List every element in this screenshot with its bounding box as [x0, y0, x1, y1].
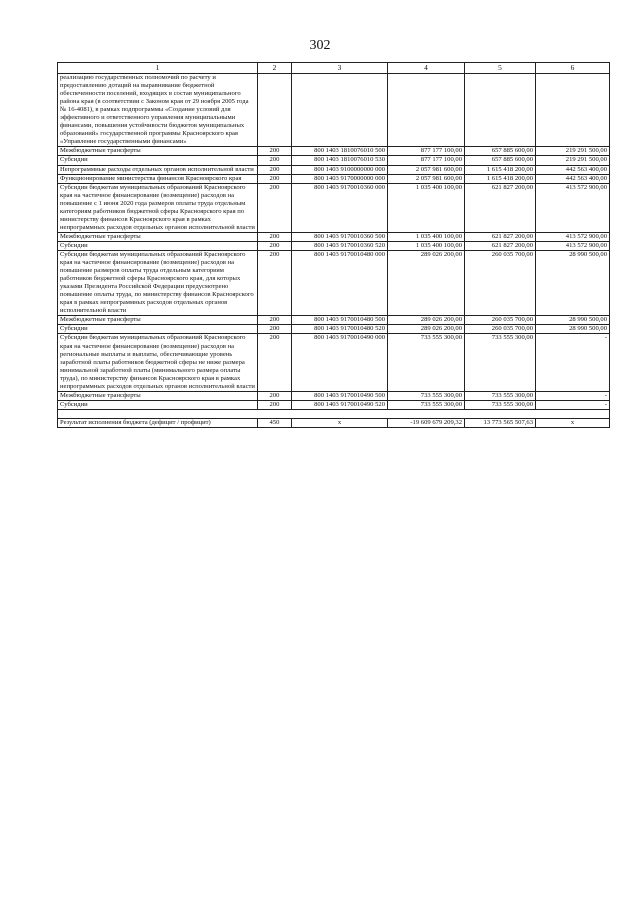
row-classification: 800 1403 9170010480 000	[292, 250, 388, 315]
row-amount-executed: 1 615 418 200,00	[465, 165, 536, 174]
row-amount-total: 2 057 981 600,00	[388, 174, 465, 183]
row-classification	[292, 74, 388, 147]
row-amount-total: 733 555 300,00	[388, 400, 465, 409]
row-amount-executed: 733 555 300,00	[465, 334, 536, 391]
row-amount-executed: 657 885 600,00	[465, 156, 536, 165]
table-row	[58, 391, 610, 400]
row-amount-total: 289 026 200,00	[388, 250, 465, 315]
row-classification: 800 1403 1810076010 500	[292, 147, 388, 156]
row-amount-executed	[465, 74, 536, 147]
row-amount-total: 289 026 200,00	[388, 316, 465, 325]
row-amount-remaining: -	[536, 334, 610, 391]
row-amount-remaining: 28 990 500,00	[536, 325, 610, 334]
table-row	[58, 147, 610, 156]
row-amount-total: 877 177 100,00	[388, 156, 465, 165]
result-amount-remaining: x	[536, 418, 610, 427]
row-amount-total: 733 555 300,00	[388, 334, 465, 391]
row-name: Межбюджетные трансферты	[58, 391, 258, 400]
row-code: 200	[258, 391, 292, 400]
spacer-cell	[292, 409, 388, 418]
row-code	[258, 74, 292, 147]
row-name: Субсидии	[58, 325, 258, 334]
row-name: Непрограммные расходы отдельных органов исполнительной власти	[58, 165, 258, 174]
row-amount-executed: 260 035 700,00	[465, 325, 536, 334]
result-code: 450	[258, 418, 292, 427]
table-row	[58, 232, 610, 241]
row-code: 200	[258, 174, 292, 183]
row-amount-remaining: -	[536, 400, 610, 409]
spacer-cell	[465, 409, 536, 418]
row-classification: 800 1403 9100000000 000	[292, 165, 388, 174]
row-amount-total: 289 026 200,00	[388, 325, 465, 334]
row-amount-executed: 260 035 700,00	[465, 250, 536, 315]
spacer-row	[58, 409, 610, 418]
row-code: 200	[258, 165, 292, 174]
result-amount-executed: 13 773 565 507,63	[465, 418, 536, 427]
table-row	[58, 250, 610, 315]
page-number: 302	[309, 38, 331, 53]
row-amount-executed: 733 555 300,00	[465, 400, 536, 409]
spacer-cell	[58, 409, 258, 418]
row-code: 200	[258, 400, 292, 409]
column-header: 3	[292, 63, 388, 74]
row-amount-remaining: 442 563 400,00	[536, 174, 610, 183]
row-amount-total: 1 035 400 100,00	[388, 241, 465, 250]
row-code: 200	[258, 325, 292, 334]
row-amount-total: 2 057 981 600,00	[388, 165, 465, 174]
row-name: реализацию государственных полномочий по расчету и предоставлению дотаций на выравнивание бюджетной обеспеченности поселений, входящих в состав муниципального района края (в соответствии с Законом края от 29 ноября 2005 года № 16-4081), в рамках подпрограммы «Создание условий для эффективного и ответственного управления муниципальными финансами, повышения устойчивости бюджетов муниципальных образований» государственной программы Красноярского края «Управление государственными финансами»	[58, 74, 258, 147]
row-classification: 800 1403 9170010480 500	[292, 316, 388, 325]
spacer-cell	[536, 409, 610, 418]
result-name: Результат исполнения бюджета (дефицит / профицит)	[58, 418, 258, 427]
table-row	[58, 316, 610, 325]
row-amount-executed: 621 827 200,00	[465, 183, 536, 232]
row-code: 200	[258, 316, 292, 325]
row-name: Субсидии бюджетам муниципальных образований Красноярского края на частичное финансирование (возмещение) расходов на региональные выплаты и выплаты, обеспечивающие уровень заработной платы работников бюджетной сферы не ниже размера минимальной заработной платы (минимального размера оплаты труда), по министерству финансов Красноярского края в рамках непрограммных расходов отдельных органов исполнительной власти	[58, 334, 258, 391]
row-name: Субсидии	[58, 241, 258, 250]
row-amount-remaining: 413 572 900,00	[536, 183, 610, 232]
row-amount-executed: 621 827 200,00	[465, 232, 536, 241]
row-name: Межбюджетные трансферты	[58, 232, 258, 241]
row-classification: 800 1403 9170010360 520	[292, 241, 388, 250]
row-classification: 800 1403 9170010360 500	[292, 232, 388, 241]
row-name: Межбюджетные трансферты	[58, 316, 258, 325]
column-header: 5	[465, 63, 536, 74]
row-amount-remaining: 413 572 900,00	[536, 232, 610, 241]
table-row	[58, 174, 610, 183]
column-header: 6	[536, 63, 610, 74]
table-row	[58, 74, 610, 147]
column-header: 1	[58, 63, 258, 74]
row-amount-executed: 733 555 300,00	[465, 391, 536, 400]
row-amount-executed: 621 827 200,00	[465, 241, 536, 250]
row-code: 200	[258, 147, 292, 156]
table-row	[58, 156, 610, 165]
row-amount-remaining	[536, 74, 610, 147]
row-amount-executed: 260 035 700,00	[465, 316, 536, 325]
row-classification: 800 1403 9170010490 500	[292, 391, 388, 400]
row-code: 200	[258, 232, 292, 241]
row-classification: 800 1403 9170010360 000	[292, 183, 388, 232]
row-amount-total: 1 035 400 100,00	[388, 183, 465, 232]
budget-table	[57, 62, 610, 428]
row-name: Функционирование министерства финансов Красноярского края	[58, 174, 258, 183]
table-row	[58, 165, 610, 174]
row-classification: 800 1403 9170010480 520	[292, 325, 388, 334]
column-header: 4	[388, 63, 465, 74]
row-classification: 800 1403 9170010490 520	[292, 400, 388, 409]
row-amount-executed: 657 885 600,00	[465, 147, 536, 156]
row-code: 200	[258, 334, 292, 391]
row-classification: 800 1403 9170000000 000	[292, 174, 388, 183]
table-row	[58, 183, 610, 232]
row-name: Межбюджетные трансферты	[58, 147, 258, 156]
spacer-cell	[258, 409, 292, 418]
table-row	[58, 325, 610, 334]
result-amount-total: -19 609 679 209,32	[388, 418, 465, 427]
row-classification: 800 1403 9170010490 000	[292, 334, 388, 391]
row-amount-total: 1 035 400 100,00	[388, 232, 465, 241]
row-name: Субсидии	[58, 156, 258, 165]
row-classification: 800 1403 1810076010 530	[292, 156, 388, 165]
row-code: 200	[258, 183, 292, 232]
row-amount-remaining: -	[536, 391, 610, 400]
row-amount-remaining: 219 291 500,00	[536, 147, 610, 156]
row-code: 200	[258, 250, 292, 315]
row-amount-remaining: 442 563 400,00	[536, 165, 610, 174]
table-header-row	[58, 63, 610, 74]
result-classification: x	[292, 418, 388, 427]
spacer-cell	[388, 409, 465, 418]
row-amount-remaining: 28 990 500,00	[536, 316, 610, 325]
row-code: 200	[258, 156, 292, 165]
table-row	[58, 334, 610, 391]
row-amount-executed: 1 615 418 200,00	[465, 174, 536, 183]
table-row	[58, 241, 610, 250]
result-row	[58, 418, 610, 427]
table-row	[58, 400, 610, 409]
row-amount-remaining: 219 291 500,00	[536, 156, 610, 165]
row-name: Субсидии	[58, 400, 258, 409]
row-name: Субсидии бюджетам муниципальных образований Красноярского края на частичное финансирование (возмещение) расходов на повышение с 1 июня 2020 года размеров оплаты труда отдельным категориям работников бюджетной сферы Красноярского края по министерству финансов Красноярского края в рамках непрограммных расходов отдельных органов исполнительной власти	[58, 183, 258, 232]
row-amount-total: 733 555 300,00	[388, 391, 465, 400]
row-code: 200	[258, 241, 292, 250]
row-amount-total	[388, 74, 465, 147]
row-amount-remaining: 28 990 500,00	[536, 250, 610, 315]
row-amount-remaining: 413 572 900,00	[536, 241, 610, 250]
row-amount-total: 877 177 100,00	[388, 147, 465, 156]
row-name: Субсидии бюджетам муниципальных образований Красноярского края на частичное финансирование (возмещение) расходов на повышение размеров оплаты труда отдельным категориям работников бюджетной сферы Красноярского края, для которых указами Президента Российской Федерации предусмотрено повышение оплаты труда, по министерству финансов Красноярского края в рамках непрограммных расходов отдельных органов исполнительной власти	[58, 250, 258, 315]
column-header: 2	[258, 63, 292, 74]
